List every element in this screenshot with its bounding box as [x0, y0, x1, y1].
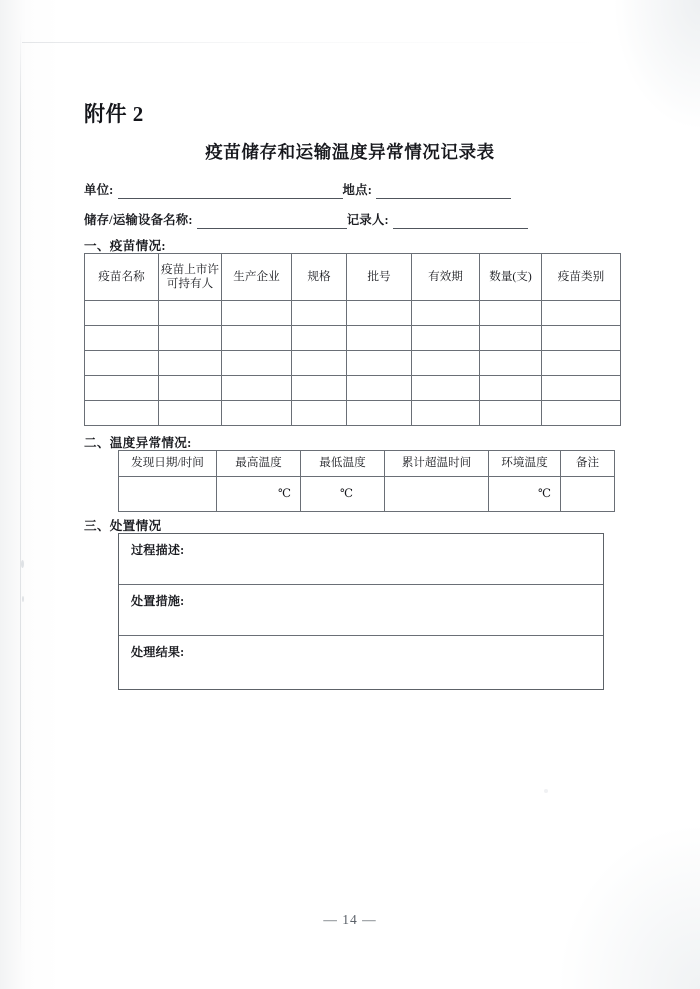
cell-vaccine-category[interactable] — [542, 401, 621, 426]
disposal-box-process-description[interactable]: 过程描述: — [119, 534, 603, 585]
cell-expiry-date[interactable] — [412, 376, 480, 401]
table-row — [85, 401, 621, 426]
table-row — [119, 477, 615, 512]
cell-expiry-date[interactable] — [412, 401, 480, 426]
cell-max-temperature[interactable]: ℃ — [217, 477, 301, 512]
column-header-max-temperature: 最高温度 — [217, 451, 301, 477]
cell-expiry-date[interactable] — [412, 326, 480, 351]
cell-manufacturer[interactable] — [222, 376, 292, 401]
cell-license-holder[interactable] — [159, 326, 222, 351]
cell-batch-number[interactable] — [347, 326, 412, 351]
section-heading-disposal: 三、处置情况 — [84, 519, 162, 533]
column-header-remarks: 备注 — [561, 451, 615, 477]
cell-specification[interactable] — [292, 376, 347, 401]
table-header-row — [85, 254, 621, 301]
temperature-anomaly-table — [118, 450, 615, 512]
section-heading-vaccine-info: 一、疫苗情况: — [84, 239, 166, 253]
unit-label: 单位: — [84, 183, 114, 197]
column-header-cumulative-excursion: 累计超温时间 — [385, 451, 489, 477]
page-title: 疫苗储存和运输温度异常情况记录表 — [205, 142, 495, 162]
column-header-min-temperature: 最低温度 — [301, 451, 385, 477]
column-header-expiry-date: 有效期 — [412, 254, 480, 301]
column-header-vaccine-category: 疫苗类别 — [542, 254, 621, 301]
cell-vaccine-name[interactable] — [85, 301, 159, 326]
column-header-quantity: 数量(支) — [480, 254, 542, 301]
table-row — [85, 326, 621, 351]
unit-input-blank[interactable] — [118, 185, 343, 199]
column-header-specification: 规格 — [292, 254, 347, 301]
cell-ambient-temperature[interactable]: ℃ — [489, 477, 561, 512]
attachment-label: 附件 2 — [84, 102, 144, 126]
cell-expiry-date[interactable] — [412, 301, 480, 326]
place-label: 地点: — [342, 183, 373, 197]
table-header-row — [119, 451, 615, 477]
place-input-blank[interactable] — [376, 185, 511, 199]
cell-vaccine-name[interactable] — [85, 351, 159, 376]
column-header-license-holder: 疫苗上市许可持有人 — [159, 254, 222, 301]
cell-batch-number[interactable] — [347, 301, 412, 326]
cell-manufacturer[interactable] — [222, 401, 292, 426]
cell-specification[interactable] — [292, 326, 347, 351]
cell-license-holder[interactable] — [159, 351, 222, 376]
cell-vaccine-name[interactable] — [85, 376, 159, 401]
disposal-box-handling-result[interactable]: 处理结果: — [131, 645, 185, 659]
cell-quantity[interactable] — [480, 376, 542, 401]
vaccine-info-table — [84, 253, 621, 426]
recorder-label: 记录人: — [346, 213, 389, 227]
cell-expiry-date[interactable] — [412, 351, 480, 376]
cell-batch-number[interactable] — [347, 376, 412, 401]
cell-min-temperature[interactable]: ℃ — [301, 477, 385, 512]
cell-vaccine-category[interactable] — [542, 376, 621, 401]
cell-vaccine-name[interactable] — [85, 326, 159, 351]
cell-specification[interactable] — [292, 301, 347, 326]
column-header-batch-number: 批号 — [347, 254, 412, 301]
equipment-input-blank[interactable] — [197, 215, 347, 229]
cell-manufacturer[interactable] — [222, 351, 292, 376]
table-row — [85, 351, 621, 376]
cell-vaccine-category[interactable] — [542, 301, 621, 326]
cell-remarks[interactable] — [561, 477, 615, 512]
page-number-footer: — 14 — — [323, 912, 377, 927]
table-row — [85, 301, 621, 326]
table-row — [85, 376, 621, 401]
cell-quantity[interactable] — [480, 326, 542, 351]
cell-vaccine-category[interactable] — [542, 351, 621, 376]
cell-license-holder[interactable] — [159, 401, 222, 426]
cell-discovery-datetime[interactable] — [119, 477, 217, 512]
cell-quantity[interactable] — [480, 351, 542, 376]
cell-specification[interactable] — [292, 401, 347, 426]
recorder-input-blank[interactable] — [393, 215, 528, 229]
column-header-discovery-datetime: 发现日期/时间 — [119, 451, 217, 477]
column-header-ambient-temperature: 环境温度 — [489, 451, 561, 477]
cell-batch-number[interactable] — [347, 401, 412, 426]
section-heading-temperature-anomaly: 二、温度异常情况: — [84, 436, 192, 450]
cell-quantity[interactable] — [480, 301, 542, 326]
header-field-row-unit-place — [84, 180, 620, 200]
column-header-manufacturer: 生产企业 — [222, 254, 292, 301]
cell-specification[interactable] — [292, 351, 347, 376]
disposal-box-disposal-measures[interactable]: 处置措施: — [119, 585, 603, 636]
header-field-row-equipment-recorder — [84, 210, 620, 230]
cell-cumulative-excursion[interactable] — [385, 477, 489, 512]
column-header-vaccine-name: 疫苗名称 — [85, 254, 159, 301]
cell-manufacturer[interactable] — [222, 326, 292, 351]
disposal-box-group — [118, 533, 604, 690]
equipment-label: 储存/运输设备名称: — [84, 213, 193, 227]
cell-license-holder[interactable] — [159, 376, 222, 401]
cell-quantity[interactable] — [480, 401, 542, 426]
cell-vaccine-category[interactable] — [542, 326, 621, 351]
cell-manufacturer[interactable] — [222, 301, 292, 326]
cell-vaccine-name[interactable] — [85, 401, 159, 426]
cell-license-holder[interactable] — [159, 301, 222, 326]
cell-batch-number[interactable] — [347, 351, 412, 376]
